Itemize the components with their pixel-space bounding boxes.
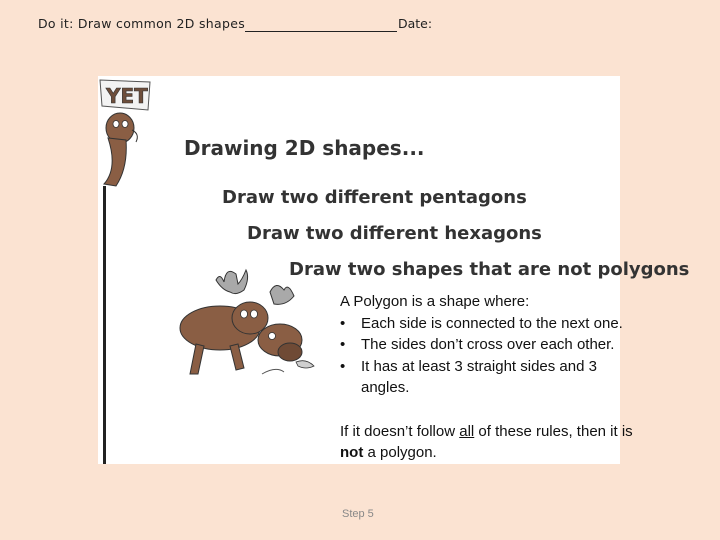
definition-conclusion: If it doesn’t follow all of these rules, then it is not a polygon. [340,422,633,461]
step-label: Step 5 [342,508,374,520]
worksheet-header [38,16,397,32]
definition-intro: A Polygon is a shape where: [340,293,530,310]
emphasis-not: not [340,444,364,461]
task-pentagons: Draw two different pentagons [222,187,527,208]
date-label: Date: [398,16,433,31]
slide-title: Drawing 2D shapes... [184,136,425,160]
task-underline-blank [245,16,397,32]
sign-text: YET [106,84,148,108]
date-blank[interactable] [432,16,436,31]
task-non-polygons: Draw two shapes that are not polygons [289,259,690,280]
rule-no-crossing: • The sides don’t cross over each other. [340,334,660,356]
task-label: Do it: Draw common 2D shapes [38,16,246,31]
date-field [398,16,436,31]
polygon-definition [340,291,660,464]
sign-post [103,186,106,464]
rule-min-sides: • It has at least 3 straight sides and 3 angles. [340,356,643,399]
task-hexagons: Draw two different hexagons [247,223,542,244]
emphasis-all: all [459,422,475,440]
moose-pair-illustration [176,266,326,384]
moose-sign-illustration [98,76,158,188]
rule-connected: • Each side is connected to the next one. [340,313,660,335]
rules-list [340,313,660,399]
